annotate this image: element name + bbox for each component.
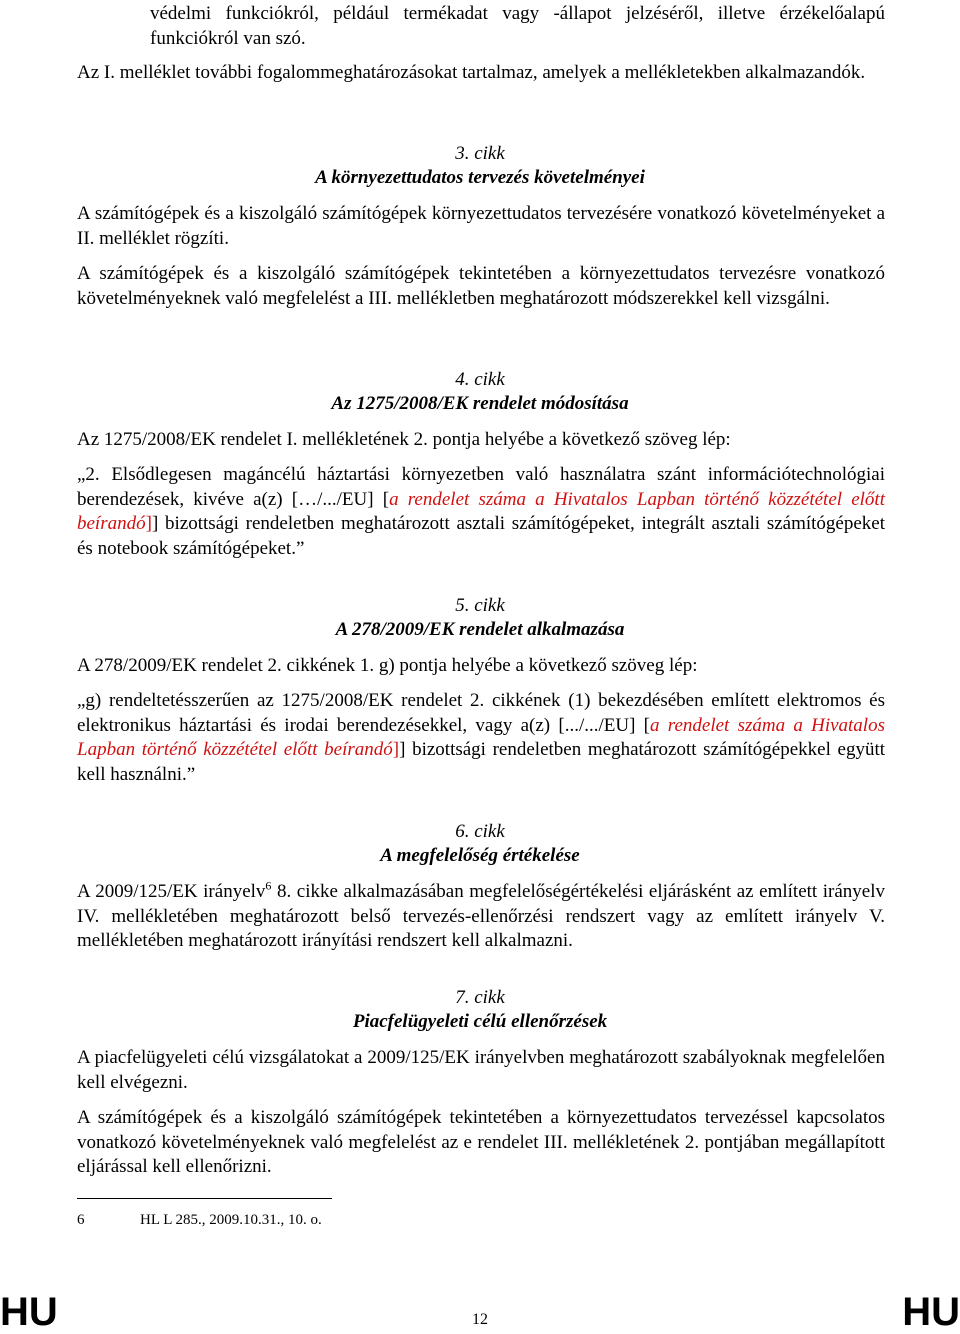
intro-paragraph-continued: védelmi funkciókról, például termékadat vagy -állapot jelzéséről, illetve érzékelőalapú funkciókról van szó. — [150, 3, 885, 49]
article-3-paragraph-2: A számítógépek és a kiszolgáló számítógépek tekintetében a környezettudatos tervezésre vonatkozó követelményeknek való megfelelést a III. mellékletben meghatározott módszerekkel kell vizsgálni. — [77, 263, 885, 309]
footnote-text: HL L 285., 2009.10.31., 10. o. — [140, 1212, 322, 1228]
article-3-number: 3. cikk — [455, 143, 505, 164]
footnote-number: 6 — [77, 1212, 85, 1228]
article-4-title: Az 1275/2008/EK rendelet módosítása — [331, 393, 629, 414]
article-7-title: Piacfelügyeleti célú ellenőrzések — [352, 1011, 608, 1032]
quote-text: „2. Elsődlegesen magáncélú háztartási környezetben való használatra szánt információtechnológiai berendezések, kivéve a(z) […/.../EU] [ — [77, 464, 885, 510]
article-5-number: 5. cikk — [455, 595, 505, 616]
language-code-left: HU — [0, 1290, 58, 1334]
article-6-number: 6. cikk — [455, 821, 505, 842]
quote-text-end: ] bizottsági rendeletben meghatározott számítógépekkel együtt kell használni.” — [77, 739, 885, 785]
article-3-paragraph-1: A számítógépek és a kiszolgáló számítógépek környezettudatos tervezésére vonatkozó követelményeket a II. melléklet rögzíti. — [77, 203, 885, 249]
article-4-paragraph-1: Az 1275/2008/EK rendelet I. mellékletének 2. pontja helyébe a következő szöveg lép: — [77, 429, 731, 450]
article-4-number: 4. cikk — [455, 369, 505, 390]
article-6-paragraph-1: A 2009/125/EK irányelv$^6$ 8. cikke alkalmazásában megfelelőségértékelési eljárásként az említett irányelv IV. mellékletében meghatározott belső tervezés-ellenőrzési rendszert vagy az említett irányelv V. mellékletében meghatározott irányítási rendszert kell alkalmazni. — [77, 878, 886, 951]
article-6-title: A megfelelőség értékelése — [380, 845, 580, 866]
article-3-title: A környezettudatos tervezés követelményei — [315, 167, 645, 188]
quote-text-end: ] bizottsági rendeletben meghatározott asztali számítógépeket, integrált asztali számítógépeket és notebook számítógépeket.” — [77, 513, 885, 559]
article-5-paragraph-1: A 278/2009/EK rendelet 2. cikkének 1. g) pontja helyébe a következő szöveg lép: — [77, 655, 698, 676]
article-7-paragraph-1: A piacfelügyeleti célú vizsgálatokat a 2009/125/EK irányelvben meghatározott szabályoknak megfelelően kell elvégezni. — [77, 1047, 885, 1093]
regulation-number-placeholder: a rendelet száma a Hivatalos Lapban történő közzététel előtt beírandó — [77, 714, 885, 760]
intro-paragraph-annex: Az I. melléklet további fogalommeghatározásokat tartalmaz, amelyek a mellékletekben alkalmazandók. — [77, 62, 866, 83]
footnote-separator — [77, 1198, 332, 1199]
article-5-quoted-text: „g) rendeltetésszerűen az 1275/2008/EK rendelet 2. cikkének (1) bekezdésében említett elektromos és elektronikus háztartási és irodai berendezésekkel, vagy a(z) [.../.../EU] [a rendelet száma a Hivatalos Lapban történő közzététel előtt beírandó]] bizottsági rendeletben meghatározott számítógépekkel együtt kell használni.” — [77, 690, 885, 785]
article-7-number: 7. cikk — [455, 987, 505, 1008]
article-5-title: A 278/2009/EK rendelet alkalmazása — [335, 619, 625, 640]
article-4-quoted-text: „2. Elsődlegesen magáncélú háztartási környezetben való használatra szánt információtechnológiai berendezések, kivéve a(z) […/.../EU] [a rendelet száma a Hivatalos Lapban történő közzététel előtt beírandó]] bizottsági rendeletben meghatározott asztali számítógépeket, integrált asztali számítógépeket és notebook számítógépeket.” — [77, 464, 885, 559]
article-7-paragraph-2: A számítógépek és a kiszolgáló számítógépek tekintetében a környezettudatos tervezéssel kapcsolatos vonatkozó követelményeknek való megfelelést az e rendelet III. mellékletének 2. pontjában megállapított eljárással kell ellenőrizni. — [77, 1107, 885, 1177]
language-code-right: HU — [902, 1290, 960, 1334]
quote-text: „g) rendeltetésszerűen az 1275/2008/EK rendelet 2. cikkének (1) bekezdésében említett elektromos és elektronikus háztartási és irodai berendezésekkel, vagy a(z) [.../.../EU] [ — [77, 690, 885, 736]
regulation-number-placeholder: a rendelet száma a Hivatalos Lapban történő közzététel előtt beírandó — [77, 488, 885, 534]
footnote-reference[interactable]: 6 — [265, 878, 272, 893]
page-number: 12 — [472, 1311, 488, 1328]
